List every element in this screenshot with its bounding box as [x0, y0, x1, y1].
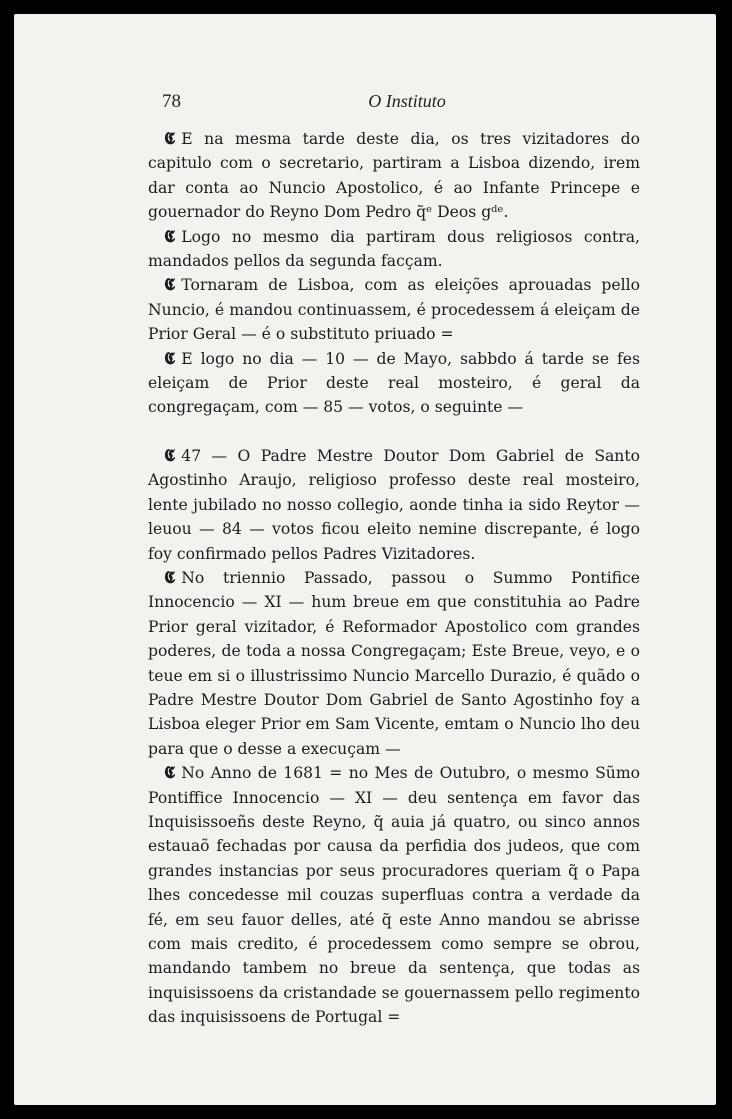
- page-header: [162, 91, 652, 115]
- paragraph-mark-icon: 𝕮: [164, 763, 176, 784]
- paragraph-mark-icon: 𝕮: [164, 567, 176, 588]
- paragraph-text: No triennio Passado, passou o Summo Pontifice Innocencio — XI — hum breue em que constituhia ao Padre Prior geral vizitador, é Reformador Apostolico com grandes poderes, de toda a nossa Congregaçam; Este Breue, veyo, e o teue em si o illustrissimo Nuncio Marcello Durazio, é quãdo o Padre Mestre Doutor Dom Gabriel de Santo Agostinho foy a Lisboa eleger Prior em Sam Vicente, emtam o Nuncio lho deu para que o desse a execuçam —: [148, 568, 640, 758]
- paragraph-text: 47 — O Padre Mestre Doutor Dom Gabriel de Santo Agostinho Araujo, religioso professo deste real mosteiro, lente jubilado no nosso collegio, aonde tinha ia sido Reytor — leuou — 84 — votos ficou eleito nemine discrepante, é logo foy confirmado pellos Padres Vizitadores.: [148, 446, 640, 563]
- paragraph: [148, 347, 640, 420]
- paragraph-text: E na mesma tarde deste dia, os tres vizitadores do capitulo com o secretario, partiram a Lisboa dizendo, irem dar conta ao Nuncio Apostolico, é ao Infante Princepe e gouernador do Reyno Dom Pedro q̃ᵉ Deos gᵈᵉ.: [148, 130, 640, 222]
- paragraph-mark-icon: 𝕮: [164, 129, 176, 149]
- paragraph-text: E logo no dia — 10 — de Mayo, sabbdo á tarde se fes eleiçam de Prior deste real mosteiro, é geral da congregaçam, com — 85 — votos, o seguinte —: [148, 349, 640, 417]
- paragraph: [148, 273, 640, 346]
- paragraph: [148, 761, 640, 1029]
- paragraph-text: No Anno de 1681 = no Mes de Outubro, o mesmo Sũmo Pontiffice Innocencio — XI — deu sentença em favor das Inquisissoeñs deste Reyno, q̃ auia já quatro, ou sinco annos estauaõ fechadas por causa da perfidia dos judeos, que com grandes instancias por seus procuradores queriam q̃ o Papa lhes concedesse mil couzas superfluas contra a verdade da fé, em seu fauor delles, até q̃ este Anno mandou se abrisse com mais credito, é procedessem como sempre se obrou, mandando tambem no breue da sentença, que todas as inquisissoens da cristandade se gouernassem pello regimento das inquisissoens de Portugal =: [148, 764, 640, 1027]
- paragraph-text: Tornaram de Lisboa, com as eleições aprouadas pello Nuncio, é mandou continuassem, é procedessem á eleiçam de Prior Geral — é o substituto priuado =: [148, 276, 640, 344]
- paragraph-mark-icon: 𝕮: [164, 275, 176, 296]
- running-title: O Instituto: [368, 91, 446, 111]
- body-text: [148, 127, 640, 1030]
- paragraph-mark-icon: 𝕮: [164, 226, 176, 247]
- page-number: 78: [162, 91, 181, 112]
- paragraph-mark-icon: 𝕮: [164, 445, 176, 466]
- paragraph: [148, 444, 640, 566]
- paragraph: [148, 566, 640, 761]
- paragraph-text: Logo no mesmo dia partiram dous religiosos contra, mandados pellos da segunda facçam.: [148, 227, 640, 271]
- paragraph-mark-icon: 𝕮: [164, 348, 176, 369]
- paragraph: [148, 127, 640, 225]
- paragraph: [148, 225, 640, 274]
